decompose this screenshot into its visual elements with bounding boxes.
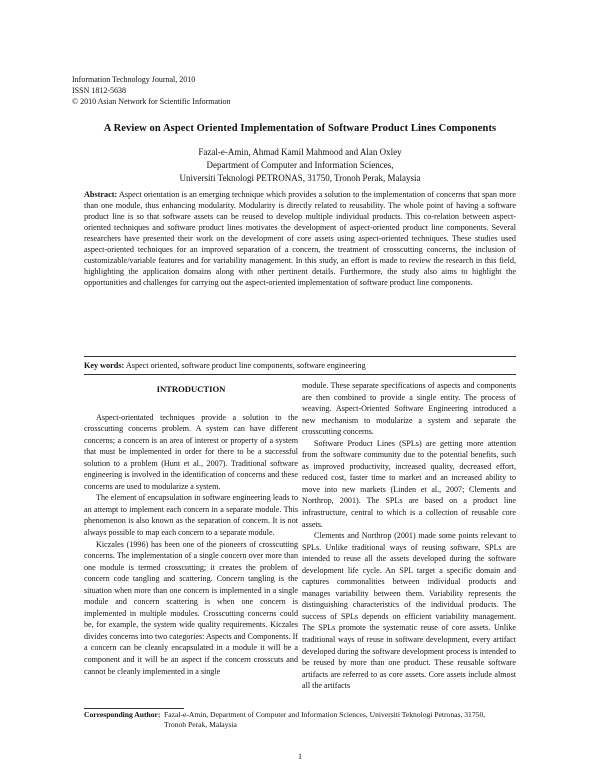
right-paragraph-2: Software Product Lines (SPLs) are getting more attention from the software community due to the potential benefits, such as improved productivity, increased quality, decreased effort, reduced cost, faster time to market and an increased ability to move into new markets (Linden et al., 2007; Clements and Northrop, 2001). The SPLs are based on a product line infrastructure, central to which is a collection of reusable core assets. [302, 438, 516, 529]
journal-header [72, 74, 231, 107]
right-paragraph-3: Clements and Northrop (2001) made some points relevant to SPLs. Unlike traditional ways of reusing software, SPLs are intended to reuse all the assets developed during the software development life cycle. An SPL target a specific domain and captures commonalities between individual products and manages variability between them. Variability represents the distinguishing characteristics of the individual products. The success of SPLs depends on efficient variability management. The SPLs promote the systematic reuse of core assets. Unlike traditional ways of reuse in software development, every artifact developed during the software development process is intended to be reused by more than one product. These reusable software artifacts are referred to as core assets. Core assets include almost all the artifacts [302, 531, 516, 691]
abstract-label: Abstract: [84, 190, 118, 199]
abstract [84, 189, 516, 288]
author-names: Fazal-e-Amin, Ahmad Kamil Mahmood and Alan Oxley [198, 147, 402, 157]
corresponding-author-text: Fazal-e-Amin, Department of Computer and Information Sciences, Universiti Teknologi Petronas, 31750, Tronoh Perak, Malaysia [164, 710, 486, 729]
page-number: 1 [298, 752, 302, 761]
author-affiliation: Universiti Teknologi PETRONAS, 31750, Tronoh Perak, Malaysia [179, 173, 421, 183]
keywords-text: Aspect oriented, software product line components, software engineering [124, 361, 366, 370]
keywords-label: Key words: [84, 361, 125, 370]
journal-copyright: © 2010 Asian Network for Scientific Information [72, 97, 231, 106]
left-column [84, 380, 298, 677]
footnote-rule [84, 708, 184, 709]
right-column [302, 380, 516, 692]
corresponding-author-label: Corresponding Author: [84, 710, 161, 719]
abstract-text: Aspect orientation is an emerging technique which provides a solution to the implementation of concerns that span more than one module, thus enhancing modularity. Modularity is directly related to reusability. The whole point of having a software product line is so that software assets can be reused to develop multiple individual products. This co-relation between aspect-oriented techniques and software product lines motivates the development of aspect-oriented product line components. Several researchers have presented their work on the development of core assets using aspect-oriented techniques. These studies used aspect-oriented techniques for an improved separation of a concern, the treatment of crosscutting concerns, the inclusion of customizable/variable features and for variability management. In this study, an effort is made to review the research in this field, highlighting the application domains along with other pertinent details. Furthermore, the study also aims to highlight the opportunities and challenges for carrying out the aspect-oriented implementation of software product line components. [84, 190, 516, 287]
journal-issn: ISSN 1812-5638 [72, 86, 127, 95]
intro-paragraph-3: Kiczales (1996) has been one of the pioneers of crosscutting concerns. The implementation of a single concern over more than one module is termed crosscutting; it creates the problem of concern code tangling and scattering. Concern tangling is the situation when more than one concern is implemented in a single module and concern scattering is when one concern is implemented in multiple modules. Crosscutting concerns could be, for example, the system wide quality requirements. Kiczales divides concerns into two categories: Aspects and Components. If a concern can be cleanly encapsulated in a module it will be a component and it will be an aspect if the concern crosscuts and cannot be cleanly implemented in a single [84, 539, 298, 676]
author-department: Department of Computer and Information Sciences, [206, 160, 394, 170]
journal-name: Information Technology Journal, 2010 [72, 75, 196, 84]
right-paragraph-1: module. These separate specifications of aspects and components are then combined to provide a single entity. The process of weaving. Aspect-Oriented Software Engineering introduced a new mechanism to modularize a system and separate the crosscutting concerns. [302, 381, 516, 437]
section-heading-introduction: INTRODUCTION [156, 384, 226, 394]
intro-paragraph-1: Aspect-orientated techniques provide a solution to the crosscutting concerns problem. A system can have different concerns; a concern is an area of interest or property of a system that must be implemented in order for there to be a successful solution to a problem (Hunt et al., 2007). Traditional software engineering is involved in the identification of concerns and these concerns are used to modularize a system. [84, 412, 298, 491]
author-block [0, 146, 600, 185]
paper-title: A Review on Aspect Oriented Implementation of Software Product Lines Components [103, 123, 497, 134]
keywords-rule-bottom [84, 374, 516, 375]
keywords [84, 361, 516, 370]
corresponding-author [84, 710, 516, 730]
intro-paragraph-2: The element of encapsulation in software engineering leads to an attempt to implement each concern in a separate module. This phenomenon is also known as the separation of concern. It is not always possible to map each concern to a separate module. [84, 493, 298, 538]
keywords-rule-top [84, 356, 516, 357]
